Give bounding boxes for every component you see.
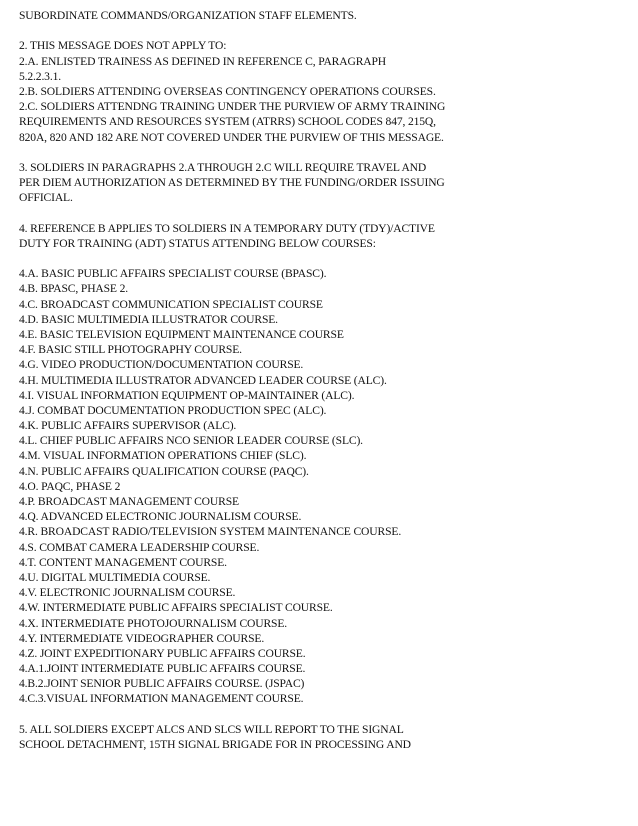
- paragraph-line: 4. REFERENCE B APPLIES TO SOLDIERS IN A TEMPORARY DUTY (TDY)/ACTIVE: [19, 221, 435, 235]
- paragraph-5: [19, 722, 629, 752]
- header-line: SUBORDINATE COMMANDS/ORGANIZATION STAFF ELEMENTS.: [19, 9, 357, 22]
- course-item: 4.X. INTERMEDIATE PHOTOJOURNALISM COURSE.: [19, 616, 288, 630]
- course-item: 4.C.3.VISUAL INFORMATION MANAGEMENT COURSE.: [19, 692, 304, 706]
- paragraph-line: REQUIREMENTS AND RESOURCES SYSTEM (ATRRS) SCHOOL CODES 847, 215Q,: [19, 115, 436, 129]
- course-item: 4.F. BASIC STILL PHOTOGRAPHY COURSE.: [19, 343, 242, 357]
- course-item: 4.W. INTERMEDIATE PUBLIC AFFAIRS SPECIALIST COURSE.: [19, 601, 333, 615]
- course-item: 4.Z. JOINT EXPEDITIONARY PUBLIC AFFAIRS COURSE.: [19, 646, 306, 660]
- paragraph-line: 2.C. SOLDIERS ATTENDNG TRAINING UNDER THE PURVIEW OF ARMY TRAINING: [19, 100, 446, 114]
- paragraph-line: 5.2.2.3.1.: [19, 69, 61, 83]
- paragraph-gap: [19, 205, 629, 220]
- paragraph-line: PER DIEM AUTHORIZATION AS DETERMINED BY THE FUNDING/ORDER ISSUING: [19, 176, 445, 190]
- course-item: 4.N. PUBLIC AFFAIRS QUALIFICATION COURSE (PAQC).: [19, 464, 309, 478]
- paragraph-line: DUTY FOR TRAINING (ADT) STATUS ATTENDING BELOW COURSES:: [19, 236, 376, 250]
- paragraph-line: OFFICIAL.: [19, 191, 73, 205]
- paragraph-gap: [19, 251, 629, 266]
- paragraph-line: 5. ALL SOLDIERS EXCEPT ALCS AND SLCS WILL REPORT TO THE SIGNAL: [19, 722, 404, 736]
- course-item: 4.Q. ADVANCED ELECTRONIC JOURNALISM COURSE.: [19, 510, 302, 524]
- course-item: 4.O. PAQC, PHASE 2: [19, 479, 121, 493]
- paragraph-2: [19, 38, 629, 144]
- paragraph-line: 3. SOLDIERS IN PARAGRAPHS 2.A THROUGH 2.C WILL REQUIRE TRAVEL AND: [19, 160, 427, 174]
- course-item: 4.T. CONTENT MANAGEMENT COURSE.: [19, 555, 227, 569]
- course-item: 4.R. BROADCAST RADIO/TELEVISION SYSTEM MAINTENANCE COURSE.: [19, 525, 402, 539]
- paragraph-gap: [19, 23, 629, 38]
- course-item: 4.U. DIGITAL MULTIMEDIA COURSE.: [19, 570, 211, 584]
- course-item: 4.J. COMBAT DOCUMENTATION PRODUCTION SPEC (ALC).: [19, 403, 327, 417]
- course-item: 4.K. PUBLIC AFFAIRS SUPERVISOR (ALC).: [19, 419, 237, 433]
- paragraph-gap: [19, 145, 629, 160]
- course-item: 4.A. BASIC PUBLIC AFFAIRS SPECIALIST COURSE (BPASC).: [19, 267, 327, 281]
- course-item: 4.I. VISUAL INFORMATION EQUIPMENT OP-MAINTAINER (ALC).: [19, 388, 355, 402]
- course-item: 4.P. BROADCAST MANAGEMENT COURSE: [19, 495, 239, 508]
- course-item: 4.H. MULTIMEDIA ILLUSTRATOR ADVANCED LEADER COURSE (ALC).: [19, 373, 387, 387]
- course-list: [19, 266, 629, 706]
- course-item: 4.S. COMBAT CAMERA LEADERSHIP COURSE.: [19, 540, 260, 554]
- course-item: 4.M. VISUAL INFORMATION OPERATIONS CHIEF (SLC).: [19, 449, 307, 463]
- paragraph-line: 2.B. SOLDIERS ATTENDING OVERSEAS CONTINGENCY OPERATIONS COURSES.: [19, 84, 436, 98]
- course-item: 4.G. VIDEO PRODUCTION/DOCUMENTATION COURSE.: [19, 358, 304, 372]
- paragraph-line: SCHOOL DETACHMENT, 15TH SIGNAL BRIGADE FOR IN PROCESSING AND: [19, 738, 411, 751]
- course-item: 4.B. BPASC, PHASE 2.: [19, 282, 129, 296]
- course-item: 4.V. ELECTRONIC JOURNALISM COURSE.: [19, 586, 236, 600]
- course-item: 4.L. CHIEF PUBLIC AFFAIRS NCO SENIOR LEADER COURSE (SLC).: [19, 434, 363, 448]
- paragraph-line: 2.A. ENLISTED TRAINESS AS DEFINED IN REFERENCE C, PARAGRAPH: [19, 54, 387, 68]
- paragraph-line: 820A, 820 AND 182 ARE NOT COVERED UNDER THE PURVIEW OF THIS MESSAGE.: [19, 130, 444, 144]
- course-item: 4.E. BASIC TELEVISION EQUIPMENT MAINTENANCE COURSE: [19, 327, 344, 341]
- course-item: 4.C. BROADCAST COMMUNICATION SPECIALIST COURSE: [19, 297, 323, 311]
- document-page: [19, 8, 629, 752]
- paragraph-gap: [19, 707, 629, 722]
- course-item: 4.Y. INTERMEDIATE VIDEOGRAPHER COURSE.: [19, 631, 265, 645]
- paragraph-4: [19, 221, 629, 251]
- course-item: 4.D. BASIC MULTIMEDIA ILLUSTRATOR COURSE.: [19, 312, 278, 326]
- paragraph-3: [19, 160, 629, 206]
- course-item: 4.B.2.JOINT SENIOR PUBLIC AFFAIRS COURSE. (JSPAC): [19, 677, 305, 691]
- course-item: 4.A.1.JOINT INTERMEDIATE PUBLIC AFFAIRS COURSE.: [19, 662, 306, 676]
- paragraph-line: 2. THIS MESSAGE DOES NOT APPLY TO:: [19, 39, 227, 53]
